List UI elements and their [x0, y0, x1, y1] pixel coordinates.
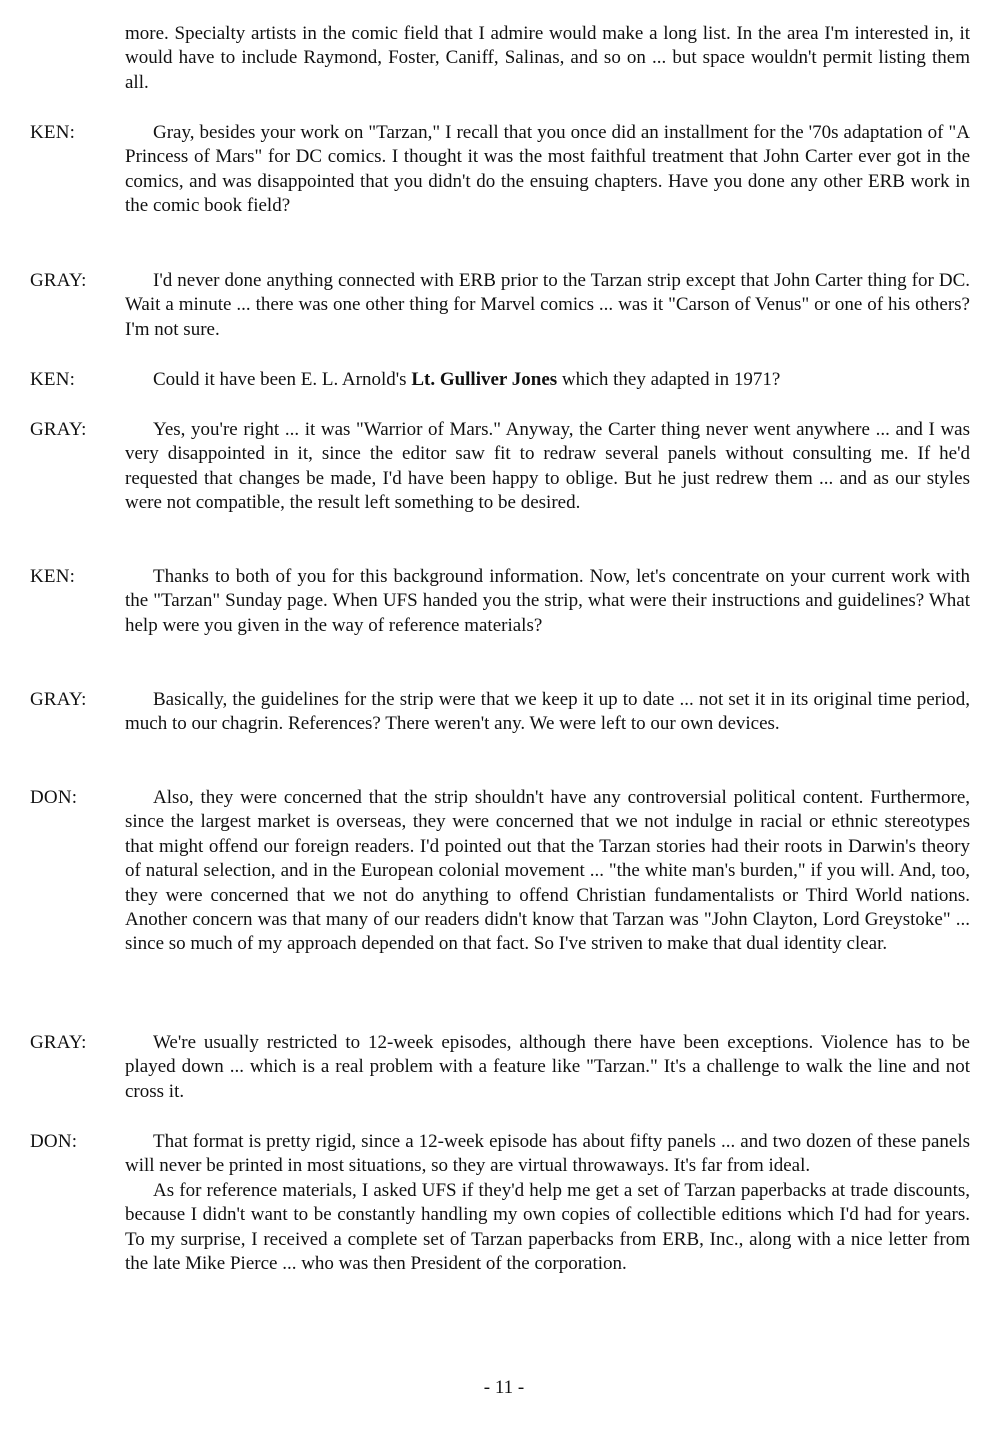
dialogue-text: Also, they were concerned that the strip shouldn't have any controversial political content. Furthermore, since the largest market is overseas, they were concerned that we not indulge in racial or ethnic stereotypes that might offend our foreign readers. I'd pointed out that the Tarzan stories had their roots in Darwin's theory of natural selection, and in the European colonial movement ... "the white man's burden," if you will. And, too, they were concerned that we not do anything to offend Christian fundamentalists or Third World nations. Another concern was that many of our readers didn't know that Tarzan was "John Clayton, Lord Greystoke" ... since so much of my approach depended on that fact. So I've striven to make that dual identity clear.: [125, 787, 970, 955]
dialogue-text-block: [125, 1130, 970, 1276]
speaker-label: KEN:: [30, 369, 76, 390]
speaker-label: GRAY:: [30, 419, 87, 440]
book-title: Lt. Gulliver Jones: [411, 369, 558, 390]
opening-paragraph-block: [30, 22, 970, 95]
speaker-label: KEN:: [30, 566, 76, 587]
dialogue-entry-9: [30, 1130, 970, 1276]
speaker-label: GRAY:: [30, 1032, 87, 1053]
dialogue-text: Gray, besides your work on "Tarzan," I recall that you once did an installment for the '70s adaptation of "A Princess of Mars" for DC comics. I thought it was the most faithful treatment that John Carter ever got in the comics, and was disappointed that you didn't do the ensuing chapters. Have you done any other ERB work in the comic book field?: [125, 122, 970, 217]
dialogue-entry-3: [30, 368, 970, 392]
dialogue-entry-2: [30, 269, 970, 342]
dialogue-text: Yes, you're right ... it was "Warrior of Mars." Anyway, the Carter thing never went anywhere ... and I was very disappointed in it, since the editor saw fit to redraw several panels without consulting me. If he'd requested that changes be made, I'd have been happy to oblige. But he just redrew them ... and as our styles were not compatible, the result left something to be desired.: [125, 419, 970, 514]
speaker-label: DON:: [30, 1131, 78, 1152]
dialogue-text: I'd never done anything connected with ERB prior to the Tarzan strip except that John Carter thing for DC. Wait a minute ... there was one other thing for Marvel comics ... was it "Carson of Venus" or one of his others? I'm not sure.: [125, 270, 970, 340]
dialogue-entry-8: [30, 1031, 970, 1104]
dialogue-entry-1: [30, 121, 970, 219]
page-number: - 11 -: [483, 1377, 525, 1398]
dialogue-entry-6: [30, 688, 970, 737]
speaker-label: KEN:: [30, 122, 76, 143]
dialogue-text: Basically, the guidelines for the strip were that we keep it up to date ... not set it in its original time period, much to our chagrin. References? There weren't any. We were left to our own devices.: [125, 689, 970, 735]
speaker-label: DON:: [30, 787, 78, 808]
dialogue-paragraph-1: That format is pretty rigid, since a 12-week episode has about fifty panels ... and two dozen of these panels will never be printed in most situations, so they are virtual throwaways. It's far from ideal.: [125, 1131, 970, 1177]
dialogue-entry-5: [30, 565, 970, 638]
dialogue-text: [125, 368, 970, 392]
speaker-label: GRAY:: [30, 689, 87, 710]
speaker-label: GRAY:: [30, 270, 87, 291]
text-before-title: Could it have been E. L. Arnold's: [153, 369, 412, 390]
dialogue-entry-4: [30, 418, 970, 516]
dialogue-entry-7: [30, 786, 970, 957]
text-after-title: which they adapted in 1971?: [557, 369, 781, 390]
opening-paragraph: more. Specialty artists in the comic field that I admire would make a long list. In the area I'm interested in, it would have to include Raymond, Foster, Caniff, Salinas, and so on ... but space wouldn't permit listing them all.: [125, 23, 970, 93]
dialogue-text: We're usually restricted to 12-week episodes, although there have been exceptions. Violence has to be played down ... which is a real problem with a feature like "Tarzan." It's a challenge to walk the line and not cross it.: [125, 1032, 970, 1102]
dialogue-paragraph-2: As for reference materials, I asked UFS if they'd help me get a set of Tarzan paperbacks at trade discounts, because I didn't want to be constantly handling my own copies of collectible editions which I'd had for years. To my surprise, I received a complete set of Tarzan paperbacks from ERB, Inc., along with a nice letter from the late Mike Pierce ... who was then President of the corporation.: [125, 1179, 970, 1275]
dialogue-text: Thanks to both of you for this background information. Now, let's concentrate on your current work with the "Tarzan" Sunday page. When UFS handed you the strip, what were their instructions and guidelines? What help were you given in the way of reference materials?: [125, 566, 970, 636]
